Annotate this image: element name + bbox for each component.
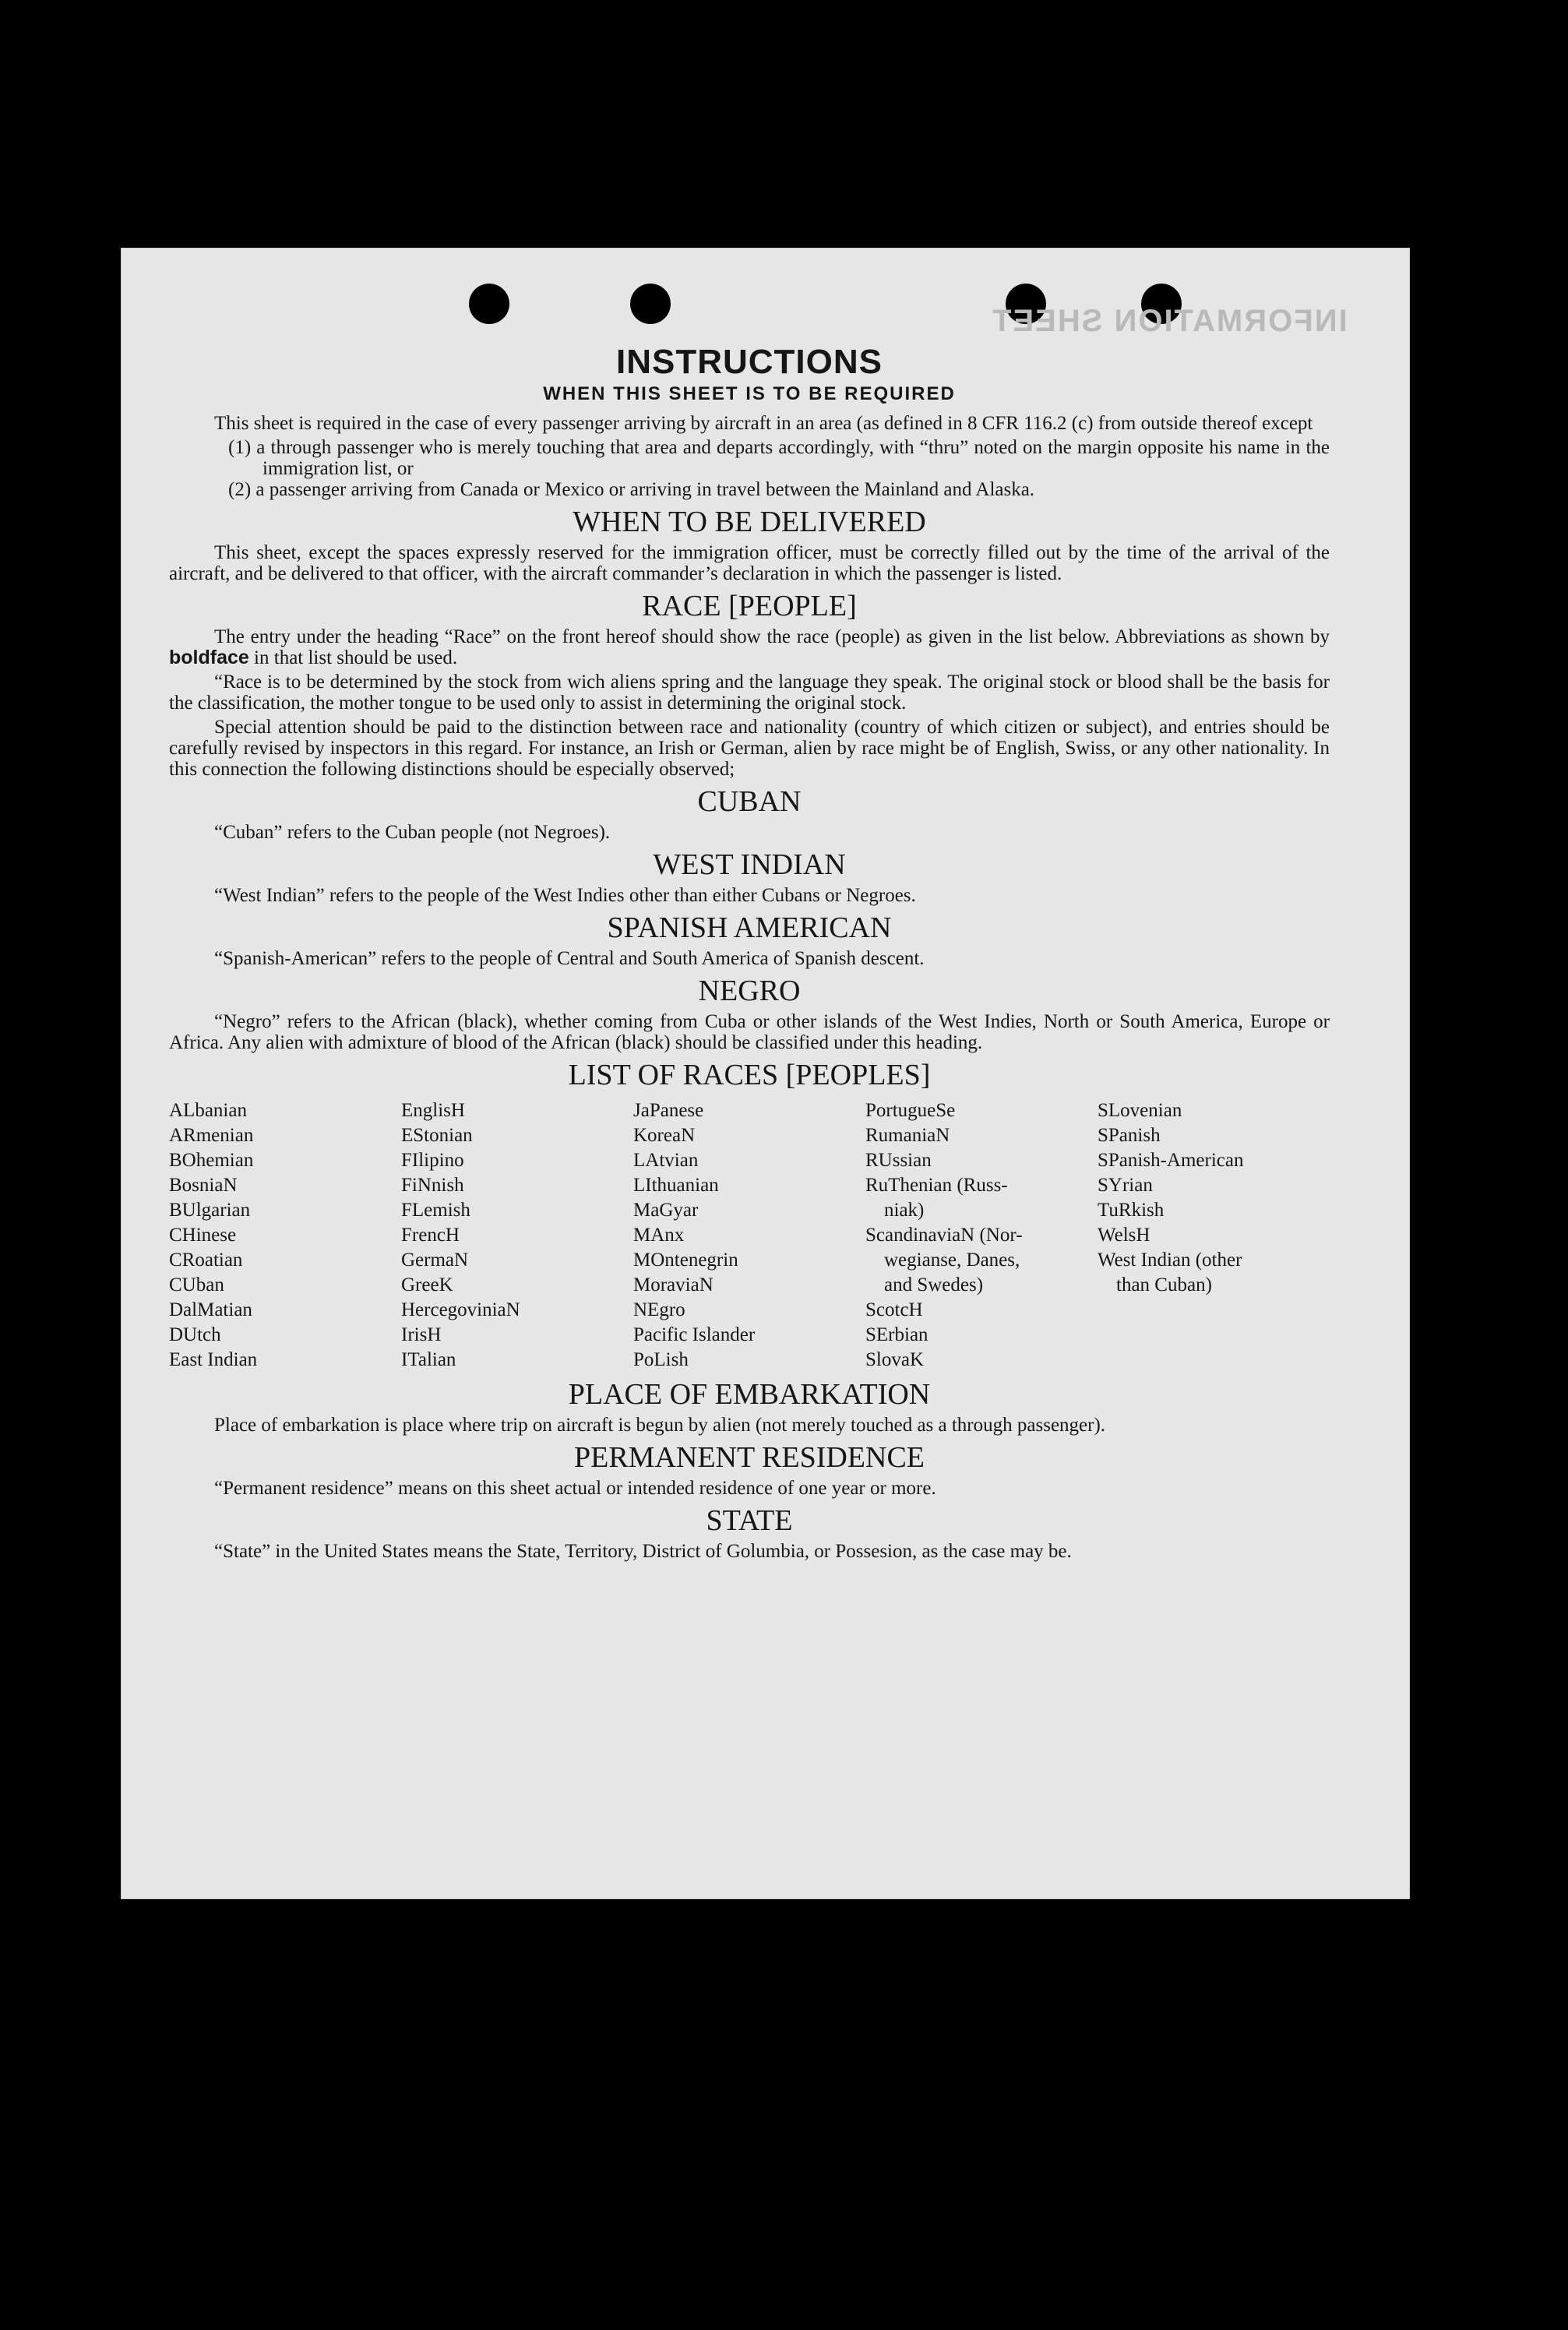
race-item: HercegoviniaN [401,1299,520,1320]
race-item: ScandinaviaN (Nor- [865,1225,1023,1246]
state-paragraph: “State” in the United States means the State, Territory, District of Golumbia, or Possesion, as the case may be. [214,1541,1072,1562]
bleed-through-text: INFORMATION SHEET [991,304,1348,338]
delivered-paragraph: This sheet, except the spaces expressly reserved for the immigration officer, must be correctly filled out by the time of the arrival of the aircraft, and be delivered to that officer, with the aircraft commander’s declaration in which the passenger is listed. [169,542,1330,584]
race-item: CUban [169,1274,224,1295]
heading-cuban: CUBAN [697,785,802,818]
instructions-content [169,343,1330,1565]
race-item: BOhemian [169,1150,254,1171]
race-item: WelsH [1098,1225,1150,1246]
race-item: SYrian [1098,1175,1153,1196]
race-item: DUtch [169,1324,221,1345]
race-item: SlovaK [865,1349,924,1370]
race-column-4 [865,1098,1098,1373]
race-item: IrisH [401,1324,442,1345]
race-item: ALbanian [169,1100,247,1121]
race-item: and Swedes) [884,1274,984,1295]
race-item: niak) [884,1200,925,1221]
negro-paragraph: “Negro” refers to the African (black), whether coming from Cuba or other islands of the West Indies, North or South America, Europe or Africa. Any alien with admixture of blood of the African (black) should be classified under this heading. [169,1011,1330,1053]
race-item: LAtvian [633,1150,699,1171]
race-item: LIthuanian [633,1175,719,1196]
heading-when-delivered: WHEN TO BE DELIVERED [573,506,926,538]
race-item: CRoatian [169,1250,243,1271]
race-text-c: in that list should be used. [248,647,458,668]
race-item: West Indian (other [1098,1250,1242,1271]
race-item: EStonian [401,1125,473,1146]
race-item: SPanish [1098,1125,1161,1146]
race-item: JaPanese [633,1100,704,1121]
heading-race: RACE [PEOPLE] [642,590,857,622]
race-item: DalMatian [169,1299,252,1320]
race-item: FiNnish [401,1175,464,1196]
race-text-a: The entry under the heading “Race” on the front hereof should show the race (people) as given in the list below. Abbreviations as shown by [214,626,1330,647]
punch-hole [469,284,509,324]
cuban-paragraph: “Cuban” refers to the Cuban people (not Negroes). [214,822,611,843]
heading-permanent-residence: PERMANENT RESIDENCE [573,1441,925,1474]
race-item: PoLish [633,1349,689,1370]
race-item: RUssian [865,1150,932,1171]
heading-spanish-american: SPANISH AMERICAN [607,911,892,944]
race-item: FLemish [401,1200,470,1221]
page-subtitle: WHEN THIS SHEET IS TO BE REQUIRED [543,383,956,404]
residence-paragraph: “Permanent residence” means on this sheet actual or intended residence of one year or more. [214,1478,936,1499]
race-item: FIlipino [401,1150,464,1171]
page-title: INSTRUCTIONS [616,343,883,381]
race-paragraph-2: “Race is to be determined by the stock from wich aliens spring and the language they speak. The original stock or blood shall be the basis for the classification, the mother tongue to be used only to assist in determining the original stock. [169,672,1330,714]
race-list [169,1098,1330,1373]
race-text-boldface: boldface [169,647,249,668]
race-item: BUlgarian [169,1200,251,1221]
embarkation-paragraph: Place of embarkation is place where trip on aircraft is begun by alien (not merely touched as a through passenger). [214,1415,1106,1436]
race-item: ARmenian [169,1125,254,1146]
race-item: PortugueSe [865,1100,956,1121]
race-item: CHinese [169,1225,237,1246]
race-item: SLovenian [1098,1100,1182,1121]
punch-hole [630,284,671,324]
race-item: TuRkish [1098,1200,1165,1221]
west-indian-paragraph: “West Indian” refers to the people of the West Indies other than either Cubans or Negroes. [214,885,916,906]
race-paragraph-1 [169,626,1330,668]
exception-item-1: (1) a through passenger who is merely touching that area and departs accordingly, with “thru” noted on the margin opposite his name in the immigration list, or [228,437,1330,479]
race-item: ScotcH [865,1299,923,1320]
race-item: NEgro [633,1299,685,1320]
spanish-american-paragraph: “Spanish-American” refers to the people of Central and South America of Spanish descent. [214,948,925,969]
race-item: KoreaN [633,1125,696,1146]
intro-paragraph: This sheet is required in the case of every passenger arriving by aircraft in an area (as defined in 8 CFR 116.2 (c) from outside thereof except [214,413,1313,434]
race-item: ITalian [401,1349,456,1370]
race-item: than Cuban) [1116,1274,1212,1295]
race-item: RuThenian (Russ- [865,1175,1008,1196]
race-item: RumaniaN [865,1125,950,1146]
heading-negro: NEGRO [698,975,801,1007]
race-item: BosniaN [169,1175,238,1196]
race-item: MAnx [633,1225,685,1246]
race-item: Pacific Islander [633,1324,756,1345]
race-item: FrencH [401,1225,460,1246]
heading-list-of-races: LIST OF RACES [PEOPLES] [568,1059,931,1091]
race-item: MOntenegrin [633,1250,738,1271]
race-item: MoraviaN [633,1274,714,1295]
race-column-5 [1098,1098,1330,1373]
race-paragraph-3: Special attention should be paid to the distinction between race and nationality (country of which citizen or subject), and entries should be carefully revised by inspectors in this regard. For instance, an Irish or German, alien by race might be of English, Swiss, or any other nationality. In this connection the following distinctions should be especially observed; [169,717,1330,780]
race-item: East Indian [169,1349,258,1370]
heading-west-indian: WEST INDIAN [653,848,846,881]
race-column-2 [401,1098,633,1373]
document-sheet [121,248,1410,1899]
race-item: GermaN [401,1250,469,1271]
race-item: MaGyar [633,1200,699,1221]
race-item: SPanish-American [1098,1150,1244,1171]
race-item: GreeK [401,1274,453,1295]
race-column-1 [169,1098,401,1373]
race-column-3 [633,1098,865,1373]
heading-state: STATE [706,1504,793,1537]
race-item: EnglisH [401,1100,465,1121]
heading-place-of-embarkation: PLACE OF EMBARKATION [568,1378,931,1411]
race-item: wegianse, Danes, [884,1250,1020,1271]
exception-item-2: (2) a passenger arriving from Canada or Mexico or arriving in travel between the Mainland and Alaska. [228,479,1035,500]
race-item: SErbian [865,1324,928,1345]
